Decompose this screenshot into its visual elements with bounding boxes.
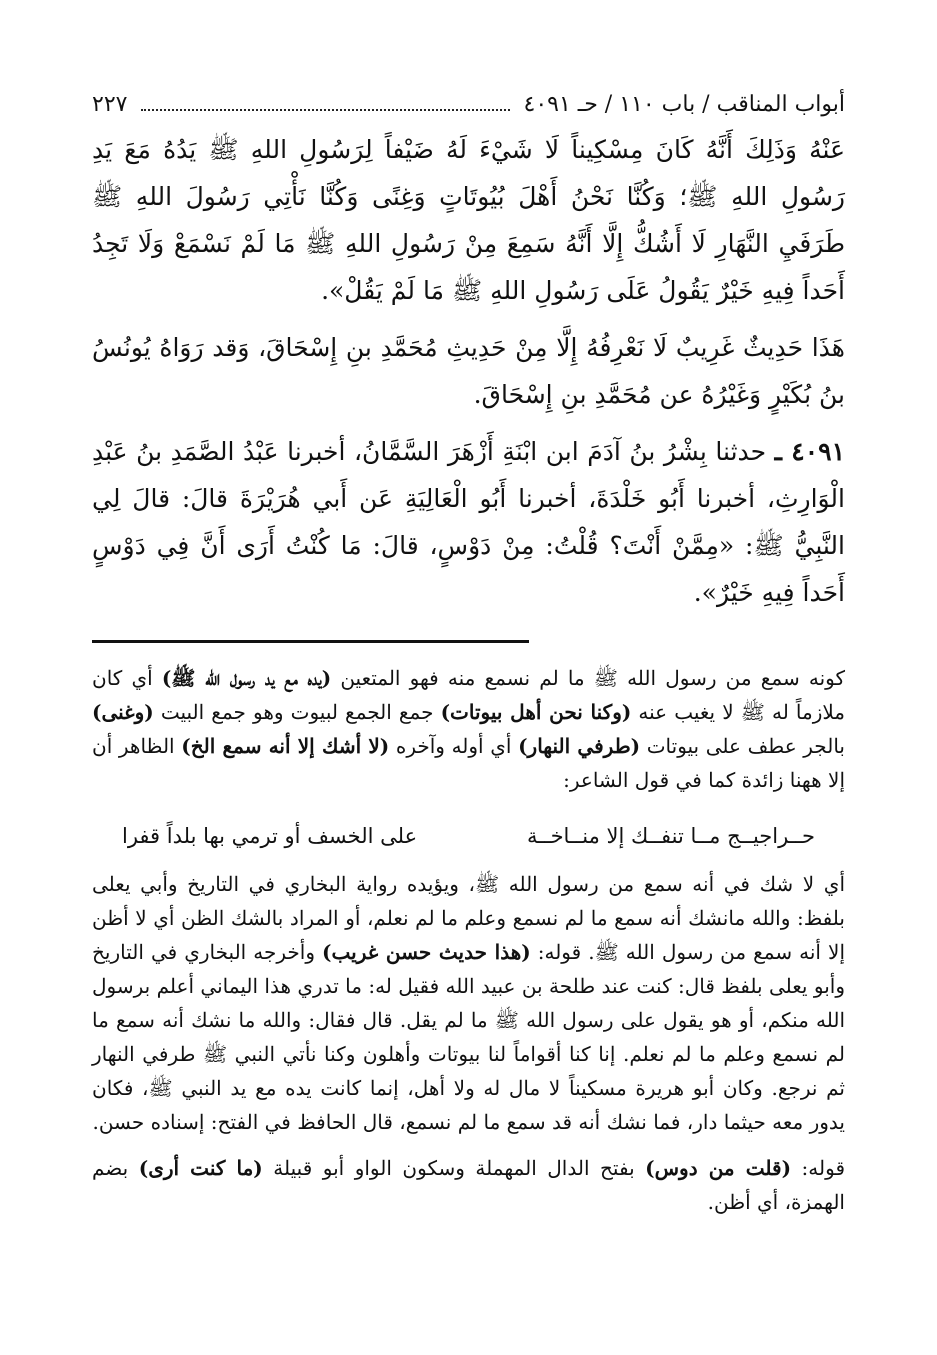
main-text [92,126,845,616]
commentary-text: بفتح الدال المهملة وسكون الواو أبو قبيلة [262,1156,646,1180]
running-title: أبواب المناقب / باب ١١٠ / حـ ٤٠٩١ [523,91,845,117]
commentary-quote: (ما كنت أرى) [138,1156,263,1180]
main-paragraph-1: عَنْهُ وَذَلِكَ أَنَّهُ كَانَ مِسْكِيناً لَا شَيْءَ لَهُ ضَيْفاً لِرَسُولِ اللهِ ﷺ يَدُهُ مَعَ يَدِ رَسُولِ اللهِ ﷺ؛ وَكُنَّا نَحْنُ أَهْلَ بُيُوتَاتٍ وَغِنًى وَكُنَّا نَأْتِي رَسُولَ اللهِ ﷺ طَرَفَيِ النَّهَارِ لَا أَشُكُّ إِلَّا أَنَّهُ سَمِعَ مِنْ رَسُولِ اللهِ ﷺ مَا لَمْ نَسْمَعْ وَلَا تَجِدُ أَحَداً فِيهِ خَيْرٌ يَقُولُ عَلَى رَسُولِ اللهِ ﷺ مَا لَمْ يَقُلْ». [92,135,845,305]
commentary-text: الظاهر أن إلا ههنا زائدة كما في قول الشاعر: [92,734,845,792]
main-paragraph-2: هَذَا حَدِيثٌ غَرِيبٌ لَا نَعْرِفُهُ إِلَّا مِنْ حَدِيثِ مُحَمَّدِ بنِ إِسْحَاقَ، وَقد رَوَاهُ يُونُسُ بنُ بُكَيْرٍ وَغَيْرُهُ عن مُحَمَّدِ بنِ إِسْحَاقَ. [92,333,845,409]
commentary-quote: (طرفي النهار) [518,734,641,758]
commentary-quote: (قلت من دوس) [645,1156,792,1180]
hadith-text: حدثنا بِشْرُ بنُ آدَمَ ابن ابْنَةِ أَزْهَرَ السَّمَّانُ، أخبرنا عَبْدُ الصَّمَدِ بنُ عَبْدِ الْوَارِثِ، أخبرنا أَبُو خَلْدَةَ، أخبرنا أَبُو الْعَالِيَةِ عَن أَبي هُرَيْرَةَ قالَ: قالَ لِي النَّبِيُّ ﷺ: «مِمَّنْ أَنْتَ؟ قُلْتُ: مِنْ دَوْسٍ، قالَ: مَا كُنْتُ أَرَى أَنَّ فِي دَوْسٍ أَحَداً فِيهِ خَيْرٌ». [92,437,845,607]
commentary-quote: (وغنى) [92,700,154,724]
hadith-number: ٤٠٩١ ـ [774,437,846,466]
commentary-quote: (هذا حديث حسن غريب) [322,940,531,964]
book-page [92,82,845,1231]
page-number: ٢٢٧ [92,91,128,117]
commentary-text: كونه سمع من رسول الله ﷺ ما لم نسمع منه فهو المتعين [331,666,845,690]
commentary [92,661,845,1219]
running-header [92,82,845,126]
poetry-verse [92,809,845,867]
commentary-text: أي لا شك في أنه سمع من رسول الله ﷺ، ويؤيده رواية البخاري في التاريخ وأبي يعلى بلفظ: والله مانشك أنه سمع ما لم نسمع وعلم ما لم نعلم، أو المراد بالشك الظن أي لا أظن إلا أنه سمع من رسول الله ﷺ. قوله: [92,872,845,964]
commentary-quote: (يده مع يد رسول الله ﷺ) [161,666,332,690]
commentary-text: أي كان ملازماً له ﷺ لا يغيب عنه [92,666,846,724]
commentary-quote: (وكنا نحن أهل بيوتات) [440,700,632,724]
commentary-paragraph-3 [92,1151,845,1219]
main-paragraph-3 [92,428,845,616]
verse-second-hemistich: على الخسف أو ترمي بها بلداً قفرا [122,824,418,848]
commentary-quote: (لا أشك إلا أنه سمع الخ) [181,734,390,758]
commentary-paragraph-2 [92,867,845,1139]
footnote-divider [92,640,529,643]
commentary-text: أي أوله وآخره [389,734,519,758]
commentary-paragraph-1 [92,661,845,797]
commentary-text: بضم الهمزة، أي أظن. [92,1156,845,1214]
commentary-text: وأخرجه البخاري في التاريخ وأبو يعلى بلفظ قال: كنت عند طلحة بن عبيد الله فقيل له: ما تدري هذا اليماني أعلم برسول الله منكم، أو هو يقول على رسول الله ﷺ ما لم يقل. قال فقال: والله ما نشك أنه سمع ما لم نسمع وعلم ما لم نعلم. إنا كنا أقواماً لنا بيوتات وأهلون وكنا نأتي النبي ﷺ طرفي النهار ثم نرجع. وكان أبو هريرة مسكيناً لا مال له ولا أهل، إنما كانت يده مع يد النبي ﷺ، فكان يدور معه حيثما دار، فما نشك أنه قد سمع ما لم نسمع، قال الحافظ في الفتح: إسناده حسن. [92,940,846,1134]
commentary-text: جمع الجمع لبيوت وهو جمع البيت [153,700,441,724]
verse-first-hemistich: حــراجيــج مــا تنفــك إلا منــاخــة [527,824,815,848]
leader-dots [141,97,509,111]
commentary-text: بالجر عطف على بيوتات [640,734,845,758]
commentary-text: قوله: [791,1156,846,1180]
